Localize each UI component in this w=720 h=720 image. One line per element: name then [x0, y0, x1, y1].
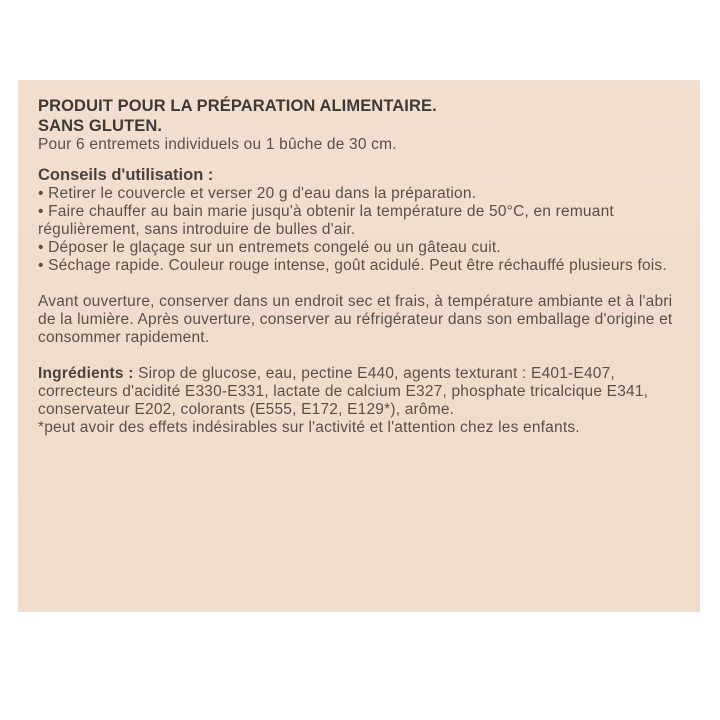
product-title-line1: PRODUIT POUR LA PRÉPARATION ALIMENTAIRE.	[38, 97, 437, 115]
usage-bullet: • Déposer le glaçage sur un entremets congelé ou un gâteau cuit.	[38, 239, 501, 256]
product-label	[18, 80, 700, 612]
storage-instructions: Avant ouverture, conserver dans un endroit sec et frais, à température ambiante et à l'abri de la lumière. Après ouverture, conserver au réfrigérateur dans son emballage d'origine et consommer rapidement.	[38, 293, 673, 346]
usage-bullet: • Faire chauffer au bain marie jusqu'à obtenir la température de 50°C, en remuant régulièrement, sans introduire de bulles d'air.	[38, 203, 614, 238]
portion-info: Pour 6 entremets individuels ou 1 bûche de 30 cm.	[38, 136, 397, 153]
product-title-line2: SANS GLUTEN.	[38, 117, 163, 135]
usage-bullet: • Séchage rapide. Couleur rouge intense, goût acidulé. Peut être réchauffé plusieurs fois.	[38, 257, 667, 274]
ingredients-text: Sirop de glucose, eau, pectine E440, agents texturant : E401-E407, correcteurs d'acidité E330-E331, lactate de calcium E327, phosphate tricalcique E341, conservateur E202, colorants (E555, E172, E129*), arôme.	[38, 365, 649, 418]
ingredients-footnote: *peut avoir des effets indésirables sur l'activité et l'attention chez les enfants.	[38, 419, 580, 436]
ingredients-label: Ingrédients :	[38, 365, 134, 382]
ingredients-paragraph	[38, 365, 690, 419]
usage-section	[38, 166, 690, 275]
usage-heading: Conseils d'utilisation :	[38, 166, 214, 184]
usage-bullet: • Retirer le couvercle et verser 20 g d'eau dans la préparation.	[38, 185, 477, 202]
